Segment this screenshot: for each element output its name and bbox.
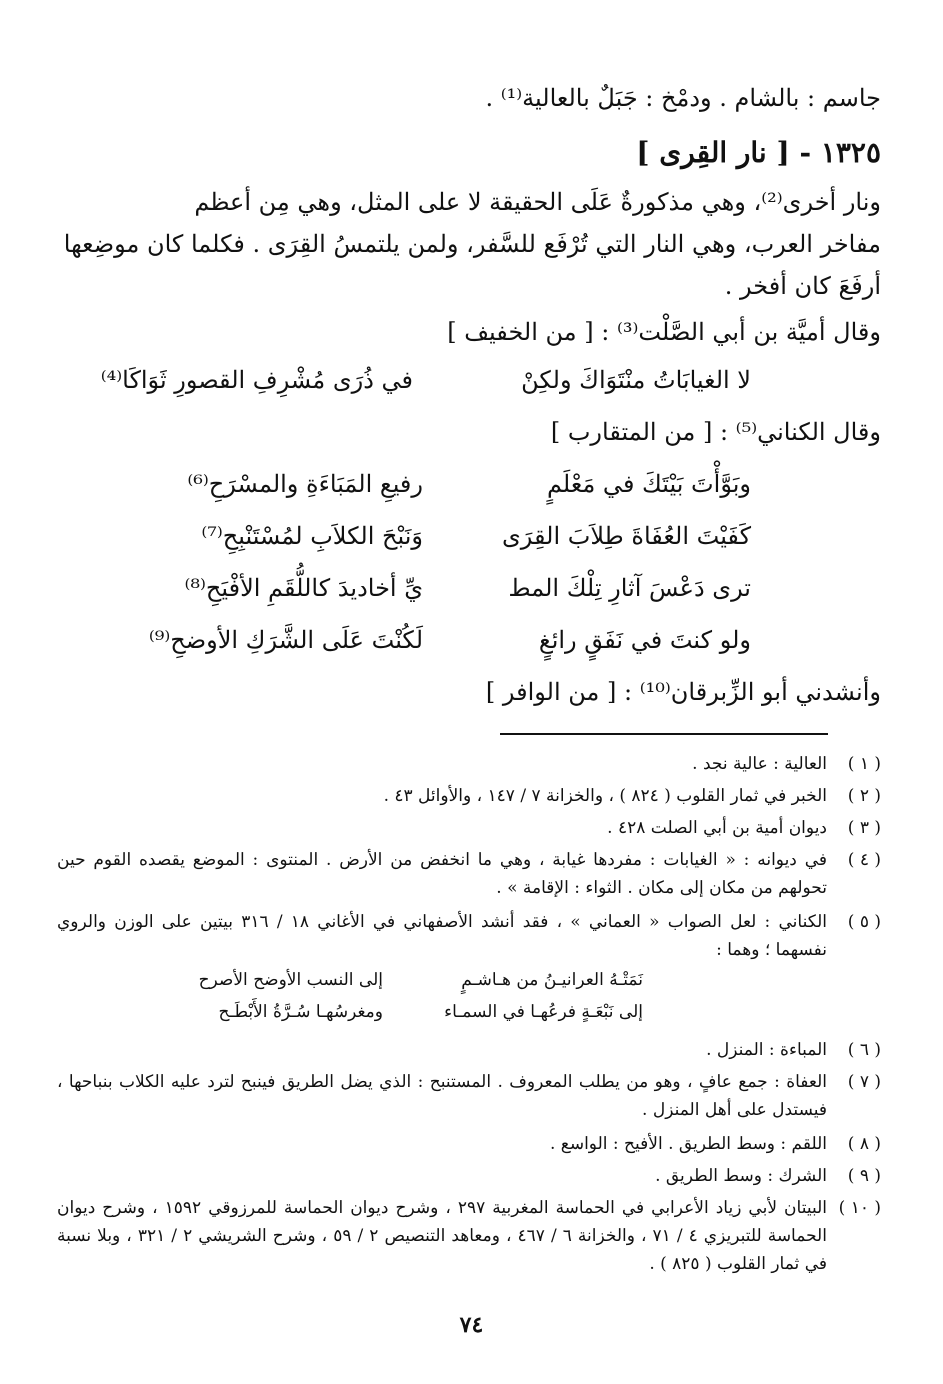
footnote-text: العالية : عالية نجد . xyxy=(692,754,827,774)
section-heading: ١٣٢٥ - [ نار القِرى ] xyxy=(636,136,881,169)
footnote-5-verse-1b: إلى النسب الأوضح الأصرح xyxy=(198,970,383,990)
footnote-5-verse-2b: ومغرسُهـا سُـرَّةُ الأَبْطَـح xyxy=(218,1002,383,1022)
text-line-1: جاسم : بالشام . ودمْخ : جَبَلٌ بالعالية⁽¹⁾ . xyxy=(485,84,881,112)
paragraph-line-1: ونار أخرى⁽²⁾، وهي مذكورةٌ عَلَى الحقيقة لا على المثل، وهي مِن أعظم xyxy=(194,188,881,216)
footnote-text: اللقم : وسط الطريق . الأفيح : الواسع . xyxy=(549,1134,827,1154)
poem-intro-kinani: وقال الكناني⁽⁵⁾ : [ من المتقارب ] xyxy=(550,418,881,446)
verse-4-second-hemistich: يِّ أخاديدَ كاللُّقَمِ الأفْيَحِ⁽⁸⁾ xyxy=(184,574,423,602)
footnote-number: ( ١ ) xyxy=(847,754,881,774)
footnote-5-verse-1a: نَمَتْـهُ العرانيـنُ من هـاشـمٍ xyxy=(461,970,643,990)
verse-4-first-hemistich: ترى دَعْسَ آثارِ تِلْكَ المط xyxy=(508,574,751,602)
footnote-number: ( ٩ ) xyxy=(847,1166,881,1186)
footnote-7 xyxy=(57,1068,881,1124)
footnote-8 xyxy=(57,1130,881,1158)
footnote-number: ( ٤ ) xyxy=(847,850,881,870)
paragraph-line-3: أرفَعَ كان أفخر . xyxy=(724,272,881,300)
verse-5-second-hemistich: لَكُنْتَ عَلَى الشَّرَكِ الأوضحِ⁽⁹⁾ xyxy=(148,626,423,654)
footnote-divider xyxy=(500,733,828,735)
footnote-2 xyxy=(57,782,881,810)
footnote-number: ( ٨ ) xyxy=(847,1134,881,1154)
footnote-number: ( ٣ ) xyxy=(847,818,881,838)
footnote-3 xyxy=(57,814,881,842)
footnote-text: البيتان لأبي زياد الأعرابي في الحماسة المغربية ٢٩٧ ، وشرح ديوان الحماسة للمرزوقي ١٥٩٢ ، وشرح ديوان الحماسة للتبريزي ٤ / ٧١ ، والخزانة ٦ / ٤٦٧ ، ومعاهد التنصيص ٢ / ٥٩ ، وشرح الشريشي ٢ / ٣٢١ ، وبلا نسبة في ثمار القلوب ( ٨٢٥ ) . xyxy=(57,1198,828,1274)
footnote-text: الخبر في ثمار القلوب ( ٨٢٤ ) ، والخزانة ٧ / ١٤٧ ، والأوائل ٤٣ . xyxy=(383,786,827,806)
footnote-text: المباءة : المنزل . xyxy=(706,1040,827,1060)
footnote-text: في ديوانه : « الغيابات : مفردها غيابة ، وهي ما انخفض من الأرض . المنتوى : الموضع يقصده القوم حين تحولهم من مكان إلى مكان . الثواء : الإقامة » . xyxy=(57,850,827,898)
footnote-number: ( ٧ ) xyxy=(847,1072,881,1092)
footnote-number: ( ٦ ) xyxy=(847,1040,881,1060)
paragraph-line-2: مفاخر العرب، وهي النار التي تُرْفَع للسَّفر، ولمن يلتمسُ القِرَى . فكلما كان موضِعها xyxy=(63,230,881,258)
footnote-number: ( ١٠ ) xyxy=(838,1198,881,1218)
footnote-6 xyxy=(57,1036,881,1064)
footnote-10 xyxy=(57,1194,881,1278)
verse-2-second-hemistich: رفيعِ المَبَاءَةِ والمسْرَحِ⁽⁶⁾ xyxy=(187,470,423,498)
footnote-text: العفاة : جمع عافٍ ، وهو من يطلب المعروف . المستنبح : الذي يضل الطريق فينبح لترد عليه الكلاب بنباحها ، فيستدل على أهل المنزل . xyxy=(57,1072,827,1120)
page-number: ٧٤ xyxy=(459,1312,484,1338)
verse-3-second-hemistich: وَنَبْحَ الكلاَبِ لمُسْتَنْبِحِ⁽⁷⁾ xyxy=(201,522,423,550)
footnote-text: الشرك : وسط الطريق . xyxy=(655,1166,827,1186)
verse-5-first-hemistich: ولو كنتَ في نَفَقٍ رائغٍ xyxy=(538,626,751,654)
poem-intro-umayya: وقال أميَّة بن أبي الصَّلْت⁽³⁾ : [ من الخفيف ] xyxy=(447,318,881,346)
footnote-4 xyxy=(57,846,881,902)
footnote-1 xyxy=(57,750,881,778)
footnote-text: الكناني : لعل الصواب « العماني » ، فقد أنشد الأصفهاني في الأغاني ١٨ / ٣١٦ بيتين على الوزن والروي نفسهما ؛ وهما : xyxy=(57,912,827,960)
footnote-number: ( ٢ ) xyxy=(847,786,881,806)
verse-3-first-hemistich: كَفَيْتَ العُفَاةَ طِلاَبَ القِرَى xyxy=(501,522,751,550)
verse-2-first-hemistich: وبَوَّأْتَ بَيْتَكَ في مَعْلَمٍ xyxy=(546,470,751,498)
poem-intro-zibriqan: وأنشدني أبو الزِّبرقان⁽¹⁰⁾ : [ من الوافر ] xyxy=(485,678,881,706)
book-page: جاسم : بالشام . ودمْخ : جَبَلٌ بالعالية⁽¹⁾ . ١٣٢٥ - [ نار القِرى ] ونار أخرى⁽²⁾، وهي مذكورةٌ عَلَى الحقيقة لا على المثل، وهي مِن أعظم مفاخر العرب، وهي النار التي تُرْفَع للسَّفر، ولمن يلتمسُ القِرَى . فكلما كان موضِعها أرفَعَ كان أفخر . وقال أميَّة بن أبي الصَّلْت⁽³⁾ : [ من الخفيف ] لا الغيابَاتُ منْتَوَاكَ ولكِنْ في ذُرَى مُشْرِفِ القصورِ ثَوَاكَا⁽⁴⁾ وقال الكناني⁽⁵⁾ : [ من المتقارب ] وبَوَّأْتَ بَيْتَكَ في مَعْلَمٍ رفيعِ المَبَاءَةِ والمسْرَحِ⁽⁶⁾ كَفَيْتَ العُفَاةَ طِلاَبَ القِرَى وَنَبْحَ الكلاَبِ لمُسْتَنْبِحِ⁽⁷⁾ ترى دَعْسَ آثارِ تِلْكَ المط يِّ أخاديدَ كاللُّقَمِ الأفْيَحِ⁽⁸⁾ ولو كنتَ في نَفَقٍ رائغٍ لَكُنْتَ عَلَى الشَّرَكِ الأوضحِ⁽⁹⁾ وأنشدني أبو الزِّبرقان⁽¹⁰⁾ : [ من الوافر ] ( ١ ) العالية : عالية نجد . ( ٢ ) الخبر في ثمار القلوب ( ٨٢٤ ) ، والخزانة ٧ / ١٤٧ ، والأوائل ٤٣ . ( ٣ ) ديوان أمية بن أبي الصلت ٤٢٨ . ( ٤ ) في ديوانه : « الغيابات : مفردها غيابة ، وهي ما انخفض من الأرض . المنتوى : الموضع يقصده القوم حين تحولهم من مكان إلى مكان . الثواء : الإقامة » . ( ٥ ) الكناني : لعل الصواب « العماني » ، فقد أنشد الأصفهاني في الأغاني ١٨ / ٣١٦ بيتين على الوزن والروي نفسهما ؛ وهما : نَمَتْـهُ العرانيـنُ من هـاشـمٍ إلى النسب الأوضح الأصرح إلى نَبْعَـةٍ فرعُهـا في السمـاء ومغرسُهـا سُـرَّةُ الأَبْطَـح ( ٦ ) المباءة : المنزل . ( ٧ ) العفاة : جمع عافٍ ، وهو من يطلب المعروف . المستنبح : الذي يضل الطريق فينبح لترد عليه الكلاب بنباحها ، فيستدل على أهل المنزل . ( ٨ ) اللقم : وسط الطريق . الأفيح : الواسع . ( ٩ ) الشرك : وسط الطريق . ( ١٠ ) البيتان لأبي زياد الأعرابي في الحماسة المغربية ٢٩٧ ، وشرح ديوان الحماسة للمرزوقي ١٥٩٢ ، وشرح ديوان الحماسة للتبريزي ٤ / ٧١ ، والخزانة ٦ / ٤٦٧ ، ومعاهد التنصيص ٢ / ٥٩ ، وشرح الشريشي ٢ / ٣٢١ ، وبلا نسبة في ثمار القلوب ( ٨٢٥ ) . ٧٤ xyxy=(0,0,943,1384)
footnote-number: ( ٥ ) xyxy=(847,912,881,932)
verse-1-second-hemistich: في ذُرَى مُشْرِفِ القصورِ ثَوَاكَا⁽⁴⁾ xyxy=(100,366,413,394)
footnote-text: ديوان أمية بن أبي الصلت ٤٢٨ . xyxy=(607,818,827,838)
footnote-5 xyxy=(57,908,881,964)
footnote-5-verse-2a: إلى نَبْعَـةٍ فرعُهـا في السمـاء xyxy=(444,1002,643,1022)
footnote-9 xyxy=(57,1162,881,1190)
